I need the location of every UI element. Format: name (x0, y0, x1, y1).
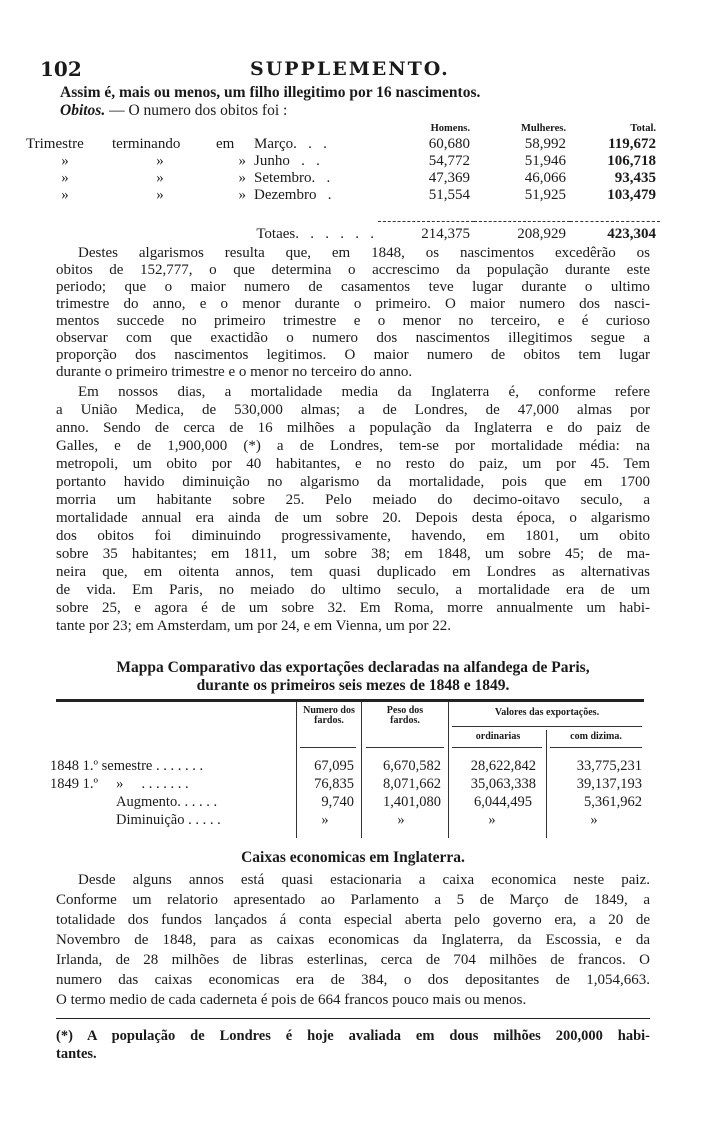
obitos-heading (60, 102, 704, 120)
text-line: Conforme um relatorio apresentado ao Parlamento a 5 de Março de 1849, a (56, 892, 650, 908)
cell: 208,929 (517, 226, 566, 242)
row-label: » (61, 187, 69, 203)
col-dizima: com dizima. (570, 731, 622, 742)
cell: 5,361,962 (584, 794, 642, 810)
row-label: terminando (112, 136, 181, 152)
row-label: » (156, 187, 164, 203)
footnote (56, 1027, 650, 1063)
text-line: observar com que exactidão o numero dos nascimentos illegitimos segue a (56, 330, 650, 346)
text-line: Galles, e de 1,900,000 (*) a de Londres, tem-se por mortalidade média: na (56, 438, 650, 454)
table-row (56, 794, 644, 811)
paragraph-2 (56, 383, 650, 635)
row-label: » (156, 170, 164, 186)
text-line: neira que, em oitenta annos, tem quasi duplicado em Londres as alternativas (56, 564, 650, 580)
text-line: (*) A população de Londres é hoje avaliada em dous milhões 200,000 habi- (56, 1028, 650, 1044)
text-line: anno. Sendo de cerca de 16 milhões a população da Inglaterra e do paiz de (56, 420, 650, 436)
cell: 60,680 (428, 136, 470, 152)
col-homens: Homens. (430, 123, 470, 134)
text-line: metropoli, um obito por 40 habitantes, e no resto do paiz, um por 45. Tem (56, 456, 650, 472)
col-numero-fardos: Numero dos fardos. (303, 705, 355, 726)
cell: 9,740 (321, 794, 354, 810)
header-rule (452, 747, 542, 748)
running-title: SUPPLEMENTO. (250, 58, 450, 80)
row-label: » (238, 153, 246, 169)
cell: 51,554 (428, 187, 470, 203)
cell: 67,095 (314, 758, 354, 774)
cell: » (488, 812, 496, 828)
text-line: Desde alguns annos está quasi estacionaria a caixa economica neste paiz. (78, 872, 650, 888)
row-label: Diminuição . . . . . (116, 812, 221, 828)
cell: 54,772 (428, 153, 470, 169)
text-line: morria um habitante sobre 25. Pelo meiado do decimo-oitavo seculo, a (56, 492, 650, 508)
cell: 6,044,495 (474, 794, 532, 810)
col-ordinarias: ordinarias (475, 731, 521, 742)
header-rule (550, 747, 642, 748)
cell: » (590, 812, 598, 828)
cell: 119,672 (608, 136, 656, 152)
text-line: obitos de 152,777, o que determina o accrescimo da população durante este (56, 262, 650, 278)
text-line: numero das caixas economicas era de 384, o dos depositantes de 1,054,663. (56, 972, 650, 988)
cell: 33,775,231 (576, 758, 642, 774)
export-table (50, 699, 644, 838)
text-line: trimestre do anno, e o menor durante o primeiro. O maior numero dos nasci- (56, 296, 650, 312)
text-line: de vida. Em Paris, no meiado do ultimo seculo, a mortalidade era de um (56, 582, 650, 598)
row-month: Março. . . (254, 136, 327, 152)
table-row (50, 776, 644, 793)
total-rule (22, 204, 660, 221)
text-line: Irlanda, de 28 milhões de libras esterlinas, cerca de 704 milhões de francos. O (56, 952, 650, 968)
row-label: Augmento. . . . . . (116, 794, 218, 810)
text-line: mortalidade annual era ainda de um sobre 20. Depois desta época, o algarismo (56, 510, 650, 526)
cell: 47,369 (428, 170, 470, 186)
table-row (56, 812, 644, 829)
cell: 8,071,662 (383, 776, 441, 792)
cell: 28,622,842 (470, 758, 536, 774)
table-row (50, 758, 644, 775)
obitos-text: — O numero dos obitos foi : (105, 102, 288, 119)
cell: 46,066 (524, 170, 566, 186)
text-line: Em nossos dias, a mortalidade media da Inglaterra é, conforme refere (78, 384, 650, 400)
cell: 76,835 (314, 776, 354, 792)
text-line: sobre 35 habitantes; em 1811, um sobre 38; em 1848, um sobre 45; de ma- (56, 546, 650, 562)
text-line: Novembro de 1848, para as caixas economicas da Inglaterra, da Escossia, e da (56, 932, 650, 948)
export-table-title-1: Mappa Comparativo das exportações declaradas na alfandega de Paris, (116, 659, 590, 676)
col-peso-fardos: Peso dos fardos. (386, 705, 424, 726)
text-line: tantes. (56, 1046, 97, 1062)
text-line: periodo; que o maior numero de casamentos teve lugar durante o ultimo (56, 279, 650, 295)
header-rule (452, 726, 642, 727)
cell: 103,479 (607, 187, 656, 203)
obitos-table (22, 122, 660, 243)
row-month: Junho . . (254, 153, 320, 169)
cell: » (321, 812, 329, 828)
row-label: » (238, 170, 246, 186)
row-label: 1849 1.º » . . . . . . . (50, 776, 189, 792)
header-rule (300, 747, 356, 748)
intro-line: Assim é, mais ou menos, um filho illegitimo por 16 nascimentos. (60, 84, 481, 101)
export-table-title-2: durante os primeiros seis mezes de 1848 e 1849. (196, 677, 510, 694)
cell: 35,063,338 (470, 776, 536, 792)
cell: 51,925 (524, 187, 566, 203)
totals-row (22, 221, 660, 243)
text-line: a União Medica, de 530,000 almas; a de Londres, de 47,000 almas por (56, 402, 650, 418)
footnote-rule (56, 1018, 650, 1019)
row-label: 1848 1.º semestre . . . . . . . (50, 758, 204, 774)
text-line: totalidade dos fundos lançados á conta especial aberta pelo governo era, a 20 de (56, 912, 650, 928)
text-line: sobre 25, e agora é de um sobre 32. Em Roma, morre annualmente um habi- (56, 600, 650, 616)
cell: 423,304 (607, 226, 656, 242)
cell: 93,435 (614, 170, 656, 186)
text-line: O termo medio de cada caderneta é pois de 664 francos pouco mais ou menos. (56, 992, 527, 1008)
totals-label: Totaes. . . . . . (256, 226, 374, 242)
text-line: proporção dos nascimentos legitimos. O maior numero de obitos tem lugar (56, 347, 650, 363)
paragraph-1 (56, 245, 650, 381)
text-line: Destes algarismos resulta que, em 1848, os nascimentos excedêrão os (78, 245, 650, 261)
cell: » (397, 812, 405, 828)
col-valores: Valores das exportações. (494, 707, 600, 718)
table-row (22, 153, 660, 170)
cell: 51,946 (524, 153, 566, 169)
text-line: mentos succede no primeiro trimestre e o menor no terceiro, e é curioso (56, 313, 650, 329)
page-number: 102 (40, 57, 82, 81)
row-label: em (216, 136, 235, 152)
section-title: Caixas economicas em Inglaterra. (241, 849, 465, 866)
cell: 6,670,582 (383, 758, 441, 774)
table-row (22, 170, 660, 187)
row-label: » (61, 170, 69, 186)
table-row (22, 187, 660, 204)
obitos-label: Obitos. (60, 102, 106, 119)
row-label: » (156, 153, 164, 169)
cell: 39,137,193 (576, 776, 642, 792)
page-header (0, 56, 704, 84)
row-month: Dezembro . (254, 187, 332, 203)
text-line: tante por 23; em Amsterdam, um por 24, e em Vienna, um por 22. (56, 618, 451, 634)
text-line: durante o primeiro trimestre e o menor no terceiro do anno. (56, 364, 413, 380)
row-label: » (238, 187, 246, 203)
row-month: Setembro. . (254, 170, 331, 186)
text-line: dos obitos foi diminuindo progressivamente, havendo, em 1801, um obito (56, 528, 650, 544)
row-label: Trimestre (26, 136, 84, 152)
page (0, 56, 704, 1063)
row-label: » (61, 153, 69, 169)
col-total: Total. (630, 123, 656, 134)
text-line: portanto havido diminuição no algarismo da mortalidade, pois que em 1700 (56, 474, 650, 490)
header-rule (366, 747, 444, 748)
cell: 1,401,080 (383, 794, 441, 810)
cell: 214,375 (421, 226, 470, 242)
cell: 58,992 (524, 136, 566, 152)
col-mulheres: Mulheres. (520, 123, 566, 134)
paragraph-3 (56, 870, 650, 1010)
table-row (22, 136, 660, 153)
cell: 106,718 (607, 153, 656, 169)
